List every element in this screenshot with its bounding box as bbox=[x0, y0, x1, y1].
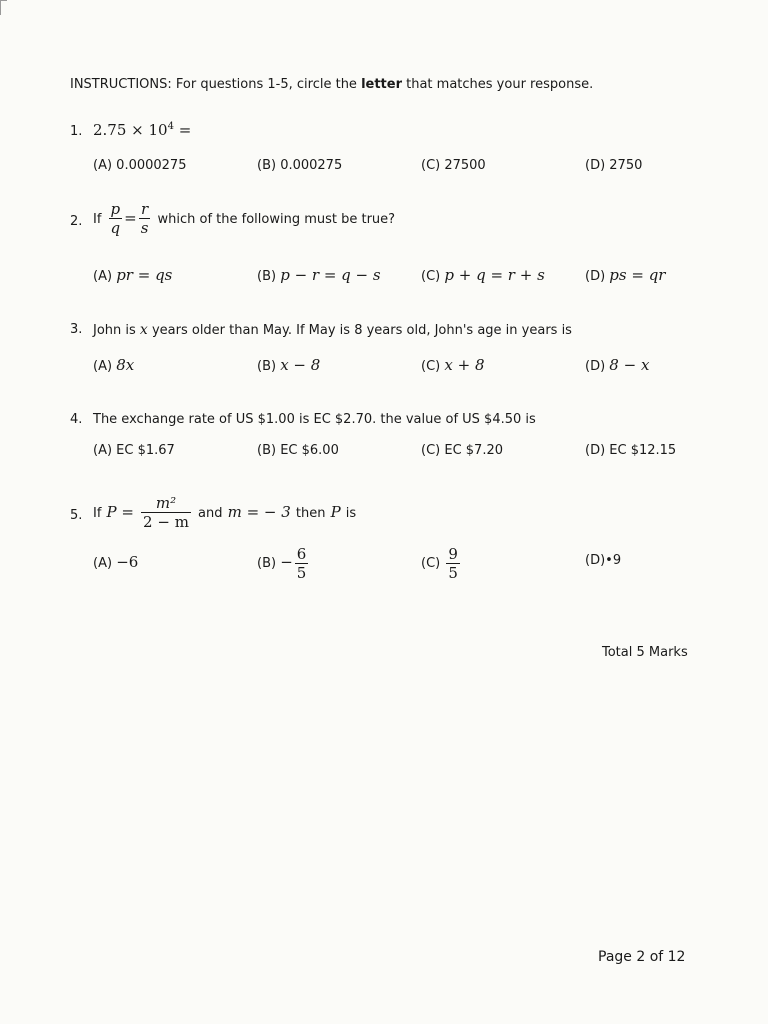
q3-option-a-expr: 8x bbox=[116, 356, 135, 374]
q2-option-a[interactable]: (A) pr = qs bbox=[93, 266, 173, 284]
q5-option-a[interactable]: (A) −6 bbox=[93, 553, 139, 571]
q1-option-a[interactable]: (A) 0.0000275 bbox=[93, 158, 187, 173]
instructions-text-end: that matches your response. bbox=[402, 77, 594, 92]
q3-var-x: x bbox=[139, 322, 148, 338]
q1-expr-base: 2.75 × 10 bbox=[93, 121, 168, 139]
q3-option-c[interactable]: (C) x + 8 bbox=[421, 356, 485, 374]
q3-option-d[interactable]: (D) 8 − x bbox=[585, 356, 650, 374]
q2-if: If bbox=[93, 212, 102, 227]
q5-option-a-expr: −6 bbox=[116, 553, 139, 571]
q4-number: 4. bbox=[70, 412, 83, 427]
q4-option-d[interactable]: (D) EC $12.15 bbox=[585, 443, 677, 458]
q2-option-b[interactable]: (B) p − r = q − s bbox=[257, 266, 381, 284]
q2-option-a-expr: pr = qs bbox=[116, 266, 173, 284]
instructions bbox=[70, 77, 593, 92]
q1-option-c[interactable]: (C) 27500 bbox=[421, 158, 486, 173]
q2-option-b-expr: p − r = q − s bbox=[280, 266, 381, 284]
q5-number: 5. bbox=[70, 508, 83, 523]
q5-stem: If P = $\frac{\text{m²}}{2 - m}$ and m = − 3 then P is bbox=[93, 494, 357, 531]
q4-option-b[interactable]: (B) EC $6.00 bbox=[257, 443, 339, 458]
q2-question-text: which of the following must be true? bbox=[157, 212, 396, 227]
q3-option-b[interactable]: (B) x − 8 bbox=[257, 356, 321, 374]
q1-expression bbox=[93, 121, 191, 139]
q2-equals: = bbox=[124, 209, 137, 227]
q5-option-b-fraction: $\frac{6}{5}$ bbox=[296, 545, 307, 582]
q4-stem: The exchange rate of US $1.00 is EC $2.70. the value of US $4.50 is bbox=[93, 412, 536, 427]
q2-option-c-expr: p + q = r + s bbox=[444, 266, 545, 284]
q1-option-d[interactable]: (D) 2750 bbox=[585, 158, 643, 173]
q5-fraction: $\frac{\text{m²}}{2 - m}$ bbox=[143, 494, 189, 531]
q2-stem bbox=[93, 200, 395, 237]
instructions-bold-word: letter bbox=[361, 77, 402, 92]
page-number: Page 2 of 12 bbox=[598, 949, 686, 965]
q4-option-a[interactable]: (A) EC $1.67 bbox=[93, 443, 175, 458]
q3-option-c-expr: x + 8 bbox=[444, 356, 485, 374]
q1-option-b[interactable]: (B) 0.000275 bbox=[257, 158, 343, 173]
q5-lhs: P = bbox=[106, 503, 134, 521]
q3-number: 3. bbox=[70, 322, 83, 337]
q3-option-b-expr: x − 8 bbox=[280, 356, 321, 374]
total-marks: Total 5 Marks bbox=[602, 645, 688, 660]
page-corner-mark bbox=[0, 0, 7, 15]
q2-number: 2. bbox=[70, 214, 83, 229]
q2-fraction-p-q: $\frac{p}{q}$ bbox=[110, 200, 121, 237]
q2-option-c[interactable]: (C) p + q = r + s bbox=[421, 266, 545, 284]
q3-option-a[interactable]: (A) 8x bbox=[93, 356, 135, 374]
q1-expr-exponent: 4 bbox=[167, 121, 174, 132]
q1-expr-tail: = bbox=[173, 121, 192, 139]
q2-fraction-r-s: $\frac{r}{s}$ bbox=[140, 200, 149, 237]
q5-condition: m = − 3 bbox=[227, 503, 291, 521]
q5-option-c[interactable]: (C) $\frac{9}{5}$ bbox=[421, 545, 458, 582]
q3-stem: John is x years older than May. If May is 8 years old, John's age in years is bbox=[93, 322, 572, 338]
q5-option-c-fraction: $\frac{9}{5}$ bbox=[448, 545, 458, 582]
q2-option-d[interactable]: (D) ps = qr bbox=[585, 266, 666, 284]
q1-number: 1. bbox=[70, 124, 83, 139]
instructions-text: INSTRUCTIONS: For questions 1-5, circle the bbox=[70, 77, 362, 92]
q4-option-c[interactable]: (C) EC $7.20 bbox=[421, 443, 503, 458]
q3-option-d-expr: 8 − x bbox=[609, 356, 650, 374]
q5-option-b[interactable]: (B) − $\frac{6}{5}$ bbox=[257, 545, 307, 582]
q5-option-d[interactable]: (D)•9 bbox=[585, 553, 622, 568]
q5-option-d-value: •9 bbox=[605, 553, 622, 568]
q2-option-d-expr: ps = qr bbox=[609, 266, 666, 284]
